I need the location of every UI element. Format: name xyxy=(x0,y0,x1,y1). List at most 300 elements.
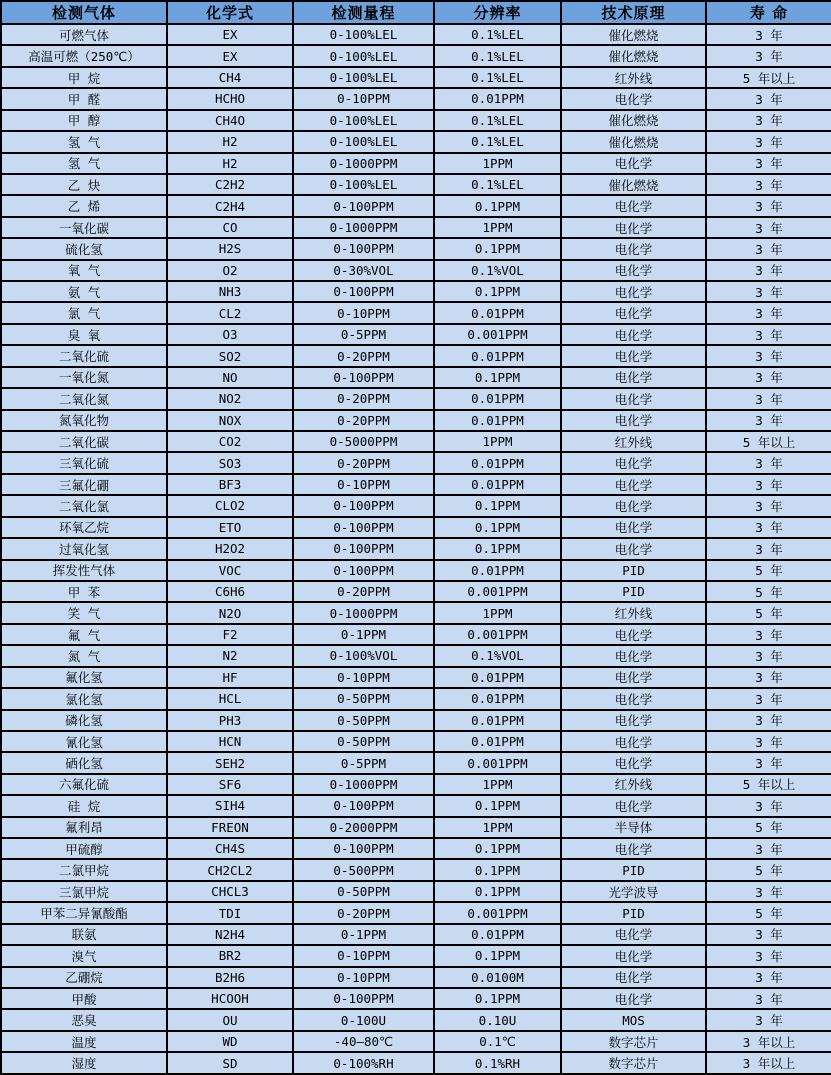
table-row xyxy=(1,538,831,559)
cell-gas-name: 二氧化氮 xyxy=(1,388,167,409)
table-row xyxy=(1,924,831,945)
cell-lifespan: 3 年以上 xyxy=(706,1031,831,1052)
cell-gas-name: 恶臭 xyxy=(1,1009,167,1030)
cell-gas-name: 二氯甲烷 xyxy=(1,859,167,880)
cell-technical-principle: PID xyxy=(561,859,706,880)
table-row xyxy=(1,1052,831,1074)
cell-resolution: 0.1PPM xyxy=(434,795,561,816)
cell-detection-range: 0-50PPM xyxy=(293,731,434,752)
cell-technical-principle: 催化燃烧 xyxy=(561,174,706,195)
cell-lifespan: 3 年 xyxy=(706,795,831,816)
table-row xyxy=(1,838,831,859)
cell-technical-principle: 电化学 xyxy=(561,945,706,966)
cell-gas-name: 环氧乙烷 xyxy=(1,517,167,538)
cell-gas-name: 硫化氢 xyxy=(1,238,167,259)
cell-technical-principle: 光学波导 xyxy=(561,881,706,902)
cell-technical-principle: MOS xyxy=(561,1009,706,1030)
cell-gas-name: 氨 气 xyxy=(1,281,167,302)
cell-chemical-formula: O3 xyxy=(167,324,293,345)
cell-chemical-formula: VOC xyxy=(167,560,293,581)
header-chemical-formula: 化学式 xyxy=(167,1,293,24)
cell-resolution: 0.001PPM xyxy=(434,624,561,645)
cell-resolution: 0.1PPM xyxy=(434,945,561,966)
cell-resolution: 0.1PPM xyxy=(434,988,561,1009)
cell-chemical-formula: CH4O xyxy=(167,110,293,131)
cell-technical-principle: 电化学 xyxy=(561,367,706,388)
cell-lifespan: 3 年 xyxy=(706,174,831,195)
table-row xyxy=(1,110,831,131)
cell-lifespan: 5 年以上 xyxy=(706,67,831,88)
cell-chemical-formula: CO2 xyxy=(167,431,293,452)
cell-resolution: 0.01PPM xyxy=(434,388,561,409)
cell-chemical-formula: F2 xyxy=(167,624,293,645)
cell-gas-name: 氯 气 xyxy=(1,302,167,323)
cell-chemical-formula: HCL xyxy=(167,688,293,709)
cell-detection-range: 0-1PPM xyxy=(293,924,434,945)
cell-lifespan: 3 年 xyxy=(706,238,831,259)
cell-lifespan: 5 年 xyxy=(706,581,831,602)
cell-gas-name: 湿度 xyxy=(1,1052,167,1074)
cell-technical-principle: 催化燃烧 xyxy=(561,24,706,45)
cell-detection-range: 0-10PPM xyxy=(293,967,434,988)
table-row xyxy=(1,774,831,795)
cell-resolution: 0.1%LEL xyxy=(434,24,561,45)
cell-technical-principle: 电化学 xyxy=(561,517,706,538)
cell-detection-range: 0-1PPM xyxy=(293,624,434,645)
cell-lifespan: 3 年 xyxy=(706,645,831,666)
cell-detection-range: 0-100PPM xyxy=(293,517,434,538)
cell-detection-range: 0-100%LEL xyxy=(293,131,434,152)
table-row xyxy=(1,602,831,623)
cell-gas-name: 六氟化硫 xyxy=(1,774,167,795)
cell-lifespan: 5 年 xyxy=(706,560,831,581)
cell-lifespan: 3 年 xyxy=(706,260,831,281)
table-row xyxy=(1,410,831,431)
cell-resolution: 1PPM xyxy=(434,431,561,452)
cell-chemical-formula: ETO xyxy=(167,517,293,538)
cell-resolution: 0.001PPM xyxy=(434,581,561,602)
cell-chemical-formula: C2H4 xyxy=(167,195,293,216)
cell-lifespan: 3 年 xyxy=(706,324,831,345)
cell-chemical-formula: BF3 xyxy=(167,474,293,495)
cell-chemical-formula: H2S xyxy=(167,238,293,259)
cell-detection-range: 0-100PPM xyxy=(293,367,434,388)
cell-resolution: 1PPM xyxy=(434,774,561,795)
cell-lifespan: 5 年以上 xyxy=(706,774,831,795)
cell-gas-name: 二氧化氯 xyxy=(1,495,167,516)
cell-detection-range: -40—80℃ xyxy=(293,1031,434,1052)
cell-resolution: 0.1PPM xyxy=(434,195,561,216)
cell-resolution: 0.001PPM xyxy=(434,902,561,923)
cell-chemical-formula: SEH2 xyxy=(167,752,293,773)
cell-detection-range: 0-100%RH xyxy=(293,1052,434,1074)
cell-technical-principle: 电化学 xyxy=(561,838,706,859)
cell-lifespan: 3 年 xyxy=(706,474,831,495)
table-row xyxy=(1,217,831,238)
table-row xyxy=(1,624,831,645)
cell-resolution: 0.01PPM xyxy=(434,924,561,945)
cell-lifespan: 3 年 xyxy=(706,967,831,988)
table-row xyxy=(1,431,831,452)
table-row xyxy=(1,24,831,45)
cell-detection-range: 0-500PPM xyxy=(293,859,434,880)
cell-gas-name: 三氟化硼 xyxy=(1,474,167,495)
cell-chemical-formula: SD xyxy=(167,1052,293,1074)
cell-chemical-formula: H2 xyxy=(167,153,293,174)
cell-chemical-formula: NH3 xyxy=(167,281,293,302)
cell-technical-principle: 电化学 xyxy=(561,924,706,945)
table-row xyxy=(1,195,831,216)
cell-technical-principle: PID xyxy=(561,902,706,923)
cell-detection-range: 0-100PPM xyxy=(293,238,434,259)
cell-detection-range: 0-100PPM xyxy=(293,495,434,516)
cell-resolution: 1PPM xyxy=(434,602,561,623)
cell-resolution: 1PPM xyxy=(434,153,561,174)
cell-technical-principle: 电化学 xyxy=(561,624,706,645)
cell-resolution: 0.01PPM xyxy=(434,302,561,323)
cell-detection-range: 0-5PPM xyxy=(293,752,434,773)
cell-gas-name: 甲 醇 xyxy=(1,110,167,131)
cell-resolution: 0.1%LEL xyxy=(434,67,561,88)
cell-chemical-formula: H2O2 xyxy=(167,538,293,559)
cell-gas-name: 甲苯二异氰酸酯 xyxy=(1,902,167,923)
cell-chemical-formula: O2 xyxy=(167,260,293,281)
cell-technical-principle: 电化学 xyxy=(561,238,706,259)
cell-chemical-formula: CH2CL2 xyxy=(167,859,293,880)
cell-chemical-formula: N2H4 xyxy=(167,924,293,945)
cell-detection-range: 0-10PPM xyxy=(293,667,434,688)
cell-detection-range: 0-50PPM xyxy=(293,881,434,902)
table-row xyxy=(1,345,831,366)
table-row xyxy=(1,281,831,302)
cell-resolution: 0.01PPM xyxy=(434,731,561,752)
cell-chemical-formula: WD xyxy=(167,1031,293,1052)
cell-resolution: 0.1%VOL xyxy=(434,645,561,666)
cell-lifespan: 3 年以上 xyxy=(706,1052,831,1074)
cell-technical-principle: 电化学 xyxy=(561,452,706,473)
cell-technical-principle: 电化学 xyxy=(561,217,706,238)
cell-technical-principle: 电化学 xyxy=(561,324,706,345)
cell-lifespan: 3 年 xyxy=(706,153,831,174)
cell-lifespan: 3 年 xyxy=(706,410,831,431)
header-detection-range: 检测量程 xyxy=(293,1,434,24)
cell-gas-name: 氰化氢 xyxy=(1,731,167,752)
cell-chemical-formula: CO xyxy=(167,217,293,238)
table-row xyxy=(1,710,831,731)
cell-detection-range: 0-100%LEL xyxy=(293,24,434,45)
cell-detection-range: 0-10PPM xyxy=(293,945,434,966)
cell-technical-principle: 电化学 xyxy=(561,474,706,495)
cell-lifespan: 5 年以上 xyxy=(706,431,831,452)
cell-resolution: 0.1PPM xyxy=(434,517,561,538)
cell-technical-principle: 电化学 xyxy=(561,988,706,1009)
table-row xyxy=(1,260,831,281)
cell-resolution: 0.01PPM xyxy=(434,410,561,431)
cell-resolution: 0.01PPM xyxy=(434,688,561,709)
cell-chemical-formula: N2 xyxy=(167,645,293,666)
cell-resolution: 0.1PPM xyxy=(434,238,561,259)
cell-technical-principle: 催化燃烧 xyxy=(561,110,706,131)
cell-resolution: 0.1PPM xyxy=(434,281,561,302)
cell-detection-range: 0-10PPM xyxy=(293,474,434,495)
cell-chemical-formula: C2H2 xyxy=(167,174,293,195)
cell-lifespan: 3 年 xyxy=(706,195,831,216)
cell-detection-range: 0-5PPM xyxy=(293,324,434,345)
table-row xyxy=(1,67,831,88)
table-row xyxy=(1,238,831,259)
cell-gas-name: 乙硼烷 xyxy=(1,967,167,988)
table-row xyxy=(1,174,831,195)
cell-lifespan: 3 年 xyxy=(706,838,831,859)
cell-technical-principle: 电化学 xyxy=(561,795,706,816)
cell-detection-range: 0-2000PPM xyxy=(293,817,434,838)
cell-chemical-formula: EX xyxy=(167,45,293,66)
cell-lifespan: 3 年 xyxy=(706,24,831,45)
cell-detection-range: 0-20PPM xyxy=(293,581,434,602)
cell-lifespan: 3 年 xyxy=(706,667,831,688)
cell-gas-name: 甲 醛 xyxy=(1,88,167,109)
cell-gas-name: 温度 xyxy=(1,1031,167,1052)
cell-gas-name: 硅 烷 xyxy=(1,795,167,816)
table-row xyxy=(1,645,831,666)
cell-resolution: 0.1PPM xyxy=(434,859,561,880)
table-row xyxy=(1,560,831,581)
cell-gas-name: 过氧化氢 xyxy=(1,538,167,559)
cell-detection-range: 0-100%LEL xyxy=(293,45,434,66)
cell-resolution: 0.1%LEL xyxy=(434,174,561,195)
cell-chemical-formula: HCOOH xyxy=(167,988,293,1009)
cell-lifespan: 3 年 xyxy=(706,495,831,516)
cell-technical-principle: 半导体 xyxy=(561,817,706,838)
cell-chemical-formula: H2 xyxy=(167,131,293,152)
cell-lifespan: 3 年 xyxy=(706,688,831,709)
cell-gas-name: 氮氧化物 xyxy=(1,410,167,431)
cell-chemical-formula: SO2 xyxy=(167,345,293,366)
cell-gas-name: 笑 气 xyxy=(1,602,167,623)
cell-detection-range: 0-20PPM xyxy=(293,410,434,431)
cell-chemical-formula: SO3 xyxy=(167,452,293,473)
table-row xyxy=(1,817,831,838)
cell-resolution: 0.1PPM xyxy=(434,495,561,516)
cell-detection-range: 0-50PPM xyxy=(293,710,434,731)
cell-detection-range: 0-1000PPM xyxy=(293,602,434,623)
table-row xyxy=(1,88,831,109)
cell-lifespan: 5 年 xyxy=(706,602,831,623)
cell-gas-name: 甲 苯 xyxy=(1,581,167,602)
table-body xyxy=(1,24,831,1074)
table-row xyxy=(1,581,831,602)
cell-technical-principle: 电化学 xyxy=(561,710,706,731)
cell-resolution: 0.1PPM xyxy=(434,538,561,559)
cell-technical-principle: 催化燃烧 xyxy=(561,131,706,152)
cell-lifespan: 3 年 xyxy=(706,1009,831,1030)
cell-lifespan: 3 年 xyxy=(706,538,831,559)
cell-technical-principle: 电化学 xyxy=(561,495,706,516)
cell-chemical-formula: CH4 xyxy=(167,67,293,88)
cell-gas-name: 甲硫醇 xyxy=(1,838,167,859)
cell-technical-principle: 电化学 xyxy=(561,88,706,109)
cell-chemical-formula: HCN xyxy=(167,731,293,752)
cell-technical-principle: 电化学 xyxy=(561,645,706,666)
cell-detection-range: 0-10PPM xyxy=(293,88,434,109)
cell-lifespan: 3 年 xyxy=(706,302,831,323)
cell-chemical-formula: HCHO xyxy=(167,88,293,109)
cell-lifespan: 3 年 xyxy=(706,731,831,752)
cell-technical-principle: 红外线 xyxy=(561,602,706,623)
cell-lifespan: 3 年 xyxy=(706,624,831,645)
cell-lifespan: 3 年 xyxy=(706,45,831,66)
table-row xyxy=(1,153,831,174)
cell-lifespan: 3 年 xyxy=(706,217,831,238)
cell-detection-range: 0-100PPM xyxy=(293,795,434,816)
table-row xyxy=(1,517,831,538)
cell-technical-principle: 电化学 xyxy=(561,302,706,323)
cell-detection-range: 0-100%LEL xyxy=(293,174,434,195)
cell-resolution: 1PPM xyxy=(434,217,561,238)
cell-gas-name: 高温可燃（250℃） xyxy=(1,45,167,66)
cell-technical-principle: 催化燃烧 xyxy=(561,45,706,66)
table-row xyxy=(1,731,831,752)
cell-detection-range: 0-100PPM xyxy=(293,560,434,581)
cell-resolution: 0.1PPM xyxy=(434,838,561,859)
cell-detection-range: 0-20PPM xyxy=(293,345,434,366)
cell-technical-principle: 电化学 xyxy=(561,731,706,752)
cell-resolution: 0.1%LEL xyxy=(434,131,561,152)
header-gas-name: 检测气体 xyxy=(1,1,167,24)
cell-lifespan: 3 年 xyxy=(706,388,831,409)
table-row xyxy=(1,688,831,709)
table-row xyxy=(1,859,831,880)
cell-technical-principle: 电化学 xyxy=(561,667,706,688)
cell-resolution: 0.1%LEL xyxy=(434,45,561,66)
cell-resolution: 0.1%RH xyxy=(434,1052,561,1074)
table-row xyxy=(1,752,831,773)
cell-chemical-formula: SIH4 xyxy=(167,795,293,816)
cell-lifespan: 3 年 xyxy=(706,345,831,366)
table-row xyxy=(1,988,831,1009)
cell-chemical-formula: CL2 xyxy=(167,302,293,323)
cell-resolution: 0.1PPM xyxy=(434,881,561,902)
cell-lifespan: 3 年 xyxy=(706,367,831,388)
cell-technical-principle: PID xyxy=(561,560,706,581)
header-lifespan: 寿 命 xyxy=(706,1,831,24)
cell-technical-principle: 电化学 xyxy=(561,967,706,988)
cell-resolution: 0.001PPM xyxy=(434,752,561,773)
cell-detection-range: 0-20PPM xyxy=(293,388,434,409)
table-row xyxy=(1,45,831,66)
cell-resolution: 0.1℃ xyxy=(434,1031,561,1052)
table-row xyxy=(1,667,831,688)
cell-chemical-formula: HF xyxy=(167,667,293,688)
cell-gas-name: 氢 气 xyxy=(1,153,167,174)
cell-detection-range: 0-100%LEL xyxy=(293,67,434,88)
cell-chemical-formula: N2O xyxy=(167,602,293,623)
cell-lifespan: 3 年 xyxy=(706,881,831,902)
cell-detection-range: 0-1000PPM xyxy=(293,217,434,238)
cell-lifespan: 3 年 xyxy=(706,452,831,473)
cell-gas-name: 氟化氢 xyxy=(1,667,167,688)
cell-technical-principle: 电化学 xyxy=(561,281,706,302)
cell-lifespan: 3 年 xyxy=(706,281,831,302)
cell-chemical-formula: CLO2 xyxy=(167,495,293,516)
cell-gas-name: 氟 气 xyxy=(1,624,167,645)
cell-resolution: 0.01PPM xyxy=(434,474,561,495)
cell-resolution: 0.1%VOL xyxy=(434,260,561,281)
cell-technical-principle: 红外线 xyxy=(561,774,706,795)
cell-resolution: 0.01PPM xyxy=(434,452,561,473)
cell-gas-name: 氟利昂 xyxy=(1,817,167,838)
cell-chemical-formula: FREON xyxy=(167,817,293,838)
cell-technical-principle: 电化学 xyxy=(561,410,706,431)
table-row xyxy=(1,324,831,345)
table-row xyxy=(1,495,831,516)
cell-detection-range: 0-1000PPM xyxy=(293,774,434,795)
cell-technical-principle: PID xyxy=(561,581,706,602)
cell-detection-range: 0-30%VOL xyxy=(293,260,434,281)
header-resolution: 分辨率 xyxy=(434,1,561,24)
cell-lifespan: 3 年 xyxy=(706,88,831,109)
cell-resolution: 0.0100M xyxy=(434,967,561,988)
cell-technical-principle: 电化学 xyxy=(561,688,706,709)
cell-detection-range: 0-50PPM xyxy=(293,688,434,709)
cell-resolution: 0.01PPM xyxy=(434,88,561,109)
cell-chemical-formula: NO xyxy=(167,367,293,388)
cell-gas-name: 三氯甲烷 xyxy=(1,881,167,902)
cell-chemical-formula: C6H6 xyxy=(167,581,293,602)
cell-gas-name: 联氨 xyxy=(1,924,167,945)
cell-chemical-formula: OU xyxy=(167,1009,293,1030)
cell-detection-range: 0-100PPM xyxy=(293,195,434,216)
cell-technical-principle: 电化学 xyxy=(561,345,706,366)
table-row xyxy=(1,302,831,323)
cell-gas-name: 一氧化碳 xyxy=(1,217,167,238)
cell-technical-principle: 红外线 xyxy=(561,431,706,452)
cell-gas-name: 氢 气 xyxy=(1,131,167,152)
cell-lifespan: 3 年 xyxy=(706,710,831,731)
cell-detection-range: 0-1000PPM xyxy=(293,153,434,174)
cell-chemical-formula: CH4S xyxy=(167,838,293,859)
cell-gas-name: 溴气 xyxy=(1,945,167,966)
table-row xyxy=(1,1009,831,1030)
table-row xyxy=(1,795,831,816)
cell-technical-principle: 电化学 xyxy=(561,153,706,174)
cell-chemical-formula: BR2 xyxy=(167,945,293,966)
table-row xyxy=(1,131,831,152)
cell-resolution: 0.001PPM xyxy=(434,324,561,345)
cell-detection-range: 0-100%VOL xyxy=(293,645,434,666)
cell-detection-range: 0-100PPM xyxy=(293,538,434,559)
cell-lifespan: 3 年 xyxy=(706,517,831,538)
cell-gas-name: 乙 烯 xyxy=(1,195,167,216)
cell-lifespan: 3 年 xyxy=(706,988,831,1009)
cell-gas-name: 甲 烷 xyxy=(1,67,167,88)
cell-resolution: 0.01PPM xyxy=(434,560,561,581)
cell-detection-range: 0-20PPM xyxy=(293,902,434,923)
cell-detection-range: 0-100PPM xyxy=(293,838,434,859)
cell-resolution: 0.01PPM xyxy=(434,710,561,731)
cell-technical-principle: 电化学 xyxy=(561,388,706,409)
cell-gas-name: 二氧化碳 xyxy=(1,431,167,452)
table-row xyxy=(1,452,831,473)
cell-chemical-formula: NOX xyxy=(167,410,293,431)
cell-chemical-formula: B2H6 xyxy=(167,967,293,988)
cell-lifespan: 5 年 xyxy=(706,859,831,880)
table-row xyxy=(1,967,831,988)
cell-detection-range: 0-20PPM xyxy=(293,452,434,473)
cell-gas-name: 甲酸 xyxy=(1,988,167,1009)
cell-lifespan: 3 年 xyxy=(706,110,831,131)
cell-lifespan: 5 年 xyxy=(706,902,831,923)
